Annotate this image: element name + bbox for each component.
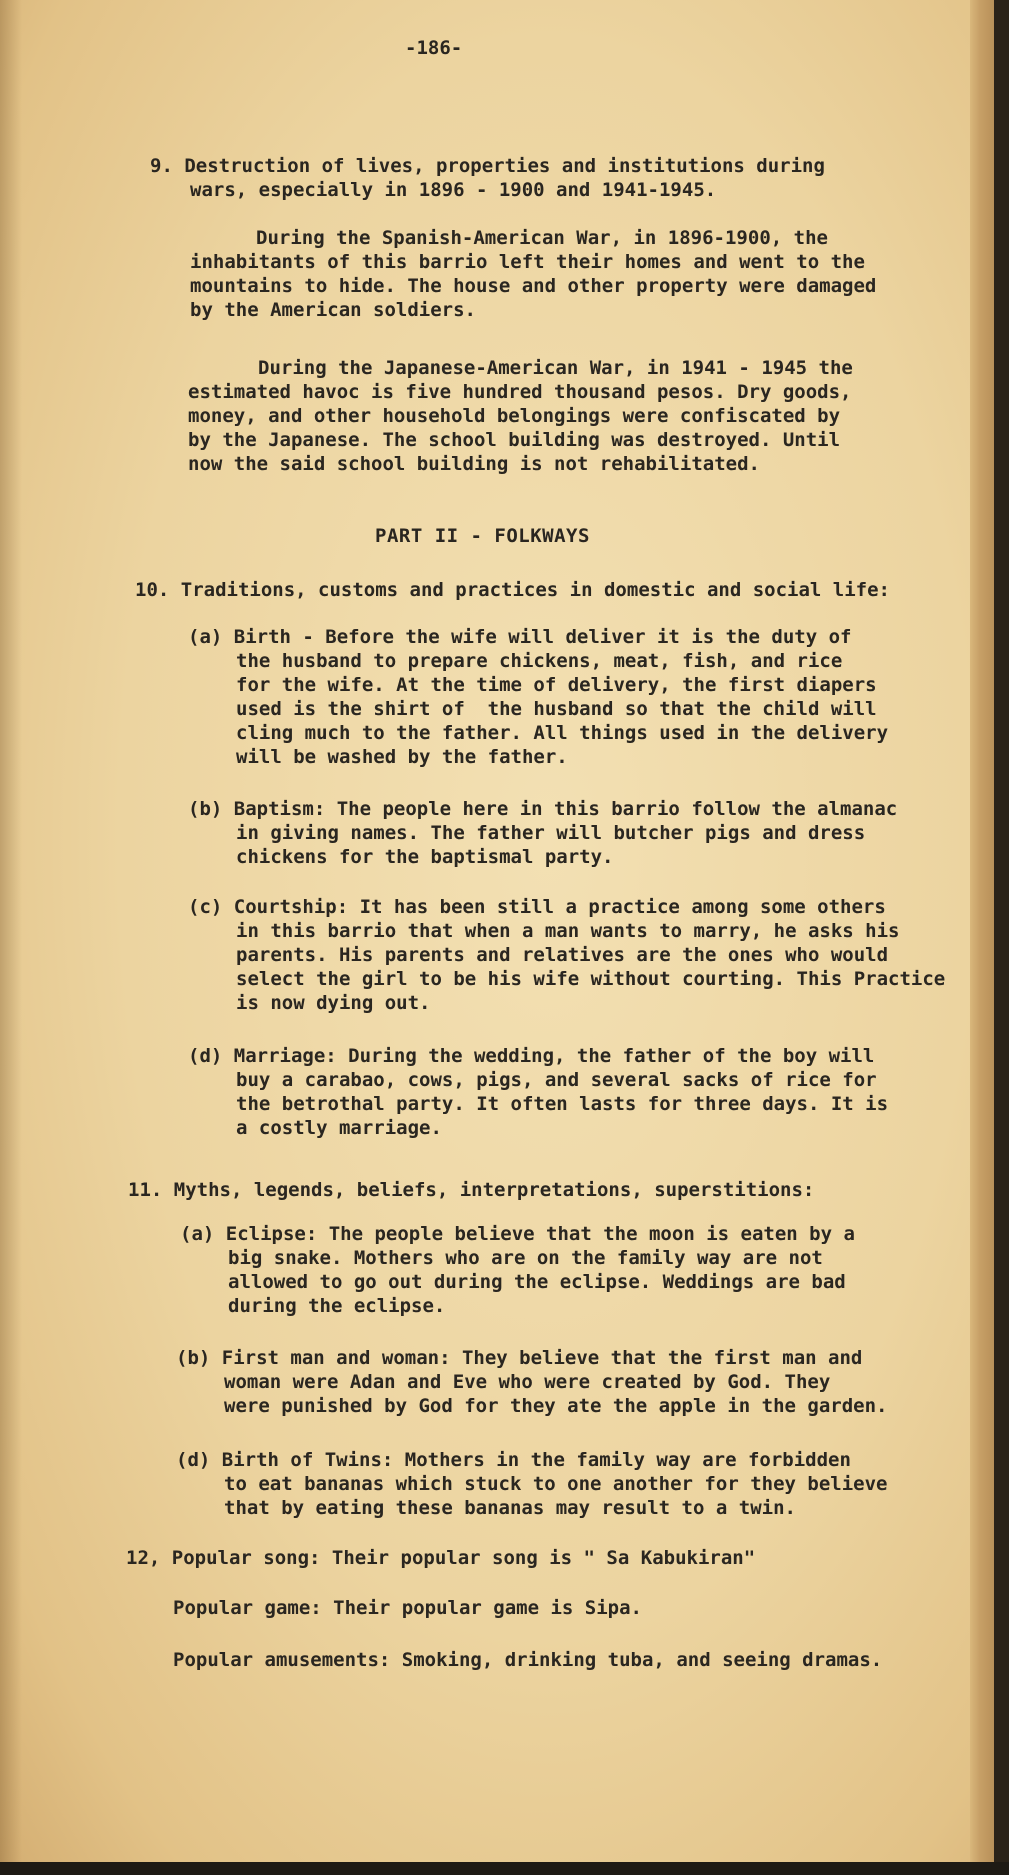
text-line: the husband to prepare chickens, meat, fish, and rice [236,650,843,672]
text-line: During the Spanish-American War, in 1896-1900, the [256,227,828,249]
item-11d-birth-of-twins [176,1448,887,1520]
text-line: buy a carabao, cows, pigs, and several sacks of rice for [236,1069,877,1091]
item-10-heading: 10. Traditions, customs and practices in domestic and social life: [135,579,890,601]
text-line: in this barrio that when a man wants to marry, he asks his [236,920,900,942]
text-line: allowed to go out during the eclipse. Weddings are bad [228,1271,846,1293]
text-line: used is the shirt of the husband so that the child will [236,698,877,720]
text-line: by the American soldiers. [190,299,476,321]
item-10b-baptism [188,797,897,869]
text-line: for the wife. At the time of delivery, the first diapers [236,674,877,696]
text-line: the betrothal party. It often lasts for three days. It is [236,1093,889,1115]
item-11a-eclipse [180,1222,855,1318]
text-line: select the girl to be his wife without courting. This Practice [236,968,946,990]
text-line: to eat bananas which stuck to one another for they believe [224,1473,888,1495]
text-line: a costly marriage. [236,1117,442,1139]
text-line: money, and other household belongings were confiscated by [188,405,841,427]
part-2-heading: PART II - FOLKWAYS [375,525,590,547]
item-12-popular-song: 12, Popular song: Their popular song is " Sa Kabukiran" [126,1547,756,1569]
text-line: inhabitants of this barrio left their homes and went to the [190,251,865,273]
text-line: (a) Birth - Before the wife will deliver it is the duty of [188,626,852,648]
item-12-popular-amusements: Popular amusements: Smoking, drinking tuba, and seeing dramas. [173,1649,883,1671]
item-11b-first-man-woman [176,1346,887,1418]
text-line: is now dying out. [236,992,431,1014]
item-10c-courtship [188,895,945,1015]
scan-bottom-edge [0,1862,1009,1875]
text-line: 9. Destruction of lives, properties and institutions during [150,155,825,177]
text-line: cling much to the father. All things used in the delivery [236,722,889,744]
text-line: chickens for the baptismal party. [236,846,614,868]
text-line: big snake. Mothers who are on the family way are not [228,1247,823,1269]
text-line: that by eating these bananas may result to a twin. [224,1497,796,1519]
item-9-heading [150,154,825,202]
text-line: wars, especially in 1896 - 1900 and 1941-1945. [190,179,717,201]
text-line: woman were Adan and Eve who were created by God. They [224,1371,831,1393]
item-12-popular-game: Popular game: Their popular game is Sipa. [173,1597,642,1619]
text-line: (b) First man and woman: They believe that the first man and [176,1347,863,1369]
page-binding-edge [970,0,994,1862]
text-line: will be washed by the father. [236,746,568,768]
text-line: estimated havoc is five hundred thousand pesos. Dry goods, [188,381,852,403]
text-line: were punished by God for they ate the apple in the garden. [224,1395,888,1417]
text-line: (d) Birth of Twins: Mothers in the family way are forbidden [176,1449,851,1471]
item-10a-birth [188,625,888,769]
text-line: mountains to hide. The house and other property were damaged [190,275,877,297]
text-line: during the eclipse. [228,1295,446,1317]
text-line: now the said school building is not rehabilitated. [188,453,760,475]
text-line: (b) Baptism: The people here in this barrio follow the almanac [188,798,898,820]
page-edge-shadow [0,0,22,1862]
item-9-paragraph-1 [190,226,876,322]
text-line: During the Japanese-American War, in 1941 - 1945 the [258,357,853,379]
page-number: -186- [405,37,463,59]
text-line: (c) Courtship: It has been still a practice among some others [188,896,886,918]
item-11-heading: 11. Myths, legends, beliefs, interpretations, superstitions: [128,1179,815,1201]
text-line: (a) Eclipse: The people believe that the moon is eaten by a [180,1223,855,1245]
item-10d-marriage [188,1044,888,1140]
item-9-paragraph-2 [188,356,853,476]
text-line: in giving names. The father will butcher pigs and dress [236,822,866,844]
text-line: by the Japanese. The school building was destroyed. Until [188,429,841,451]
text-line: parents. His parents and relatives are the ones who would [236,944,889,966]
text-line: (d) Marriage: During the wedding, the father of the boy will [188,1045,875,1067]
